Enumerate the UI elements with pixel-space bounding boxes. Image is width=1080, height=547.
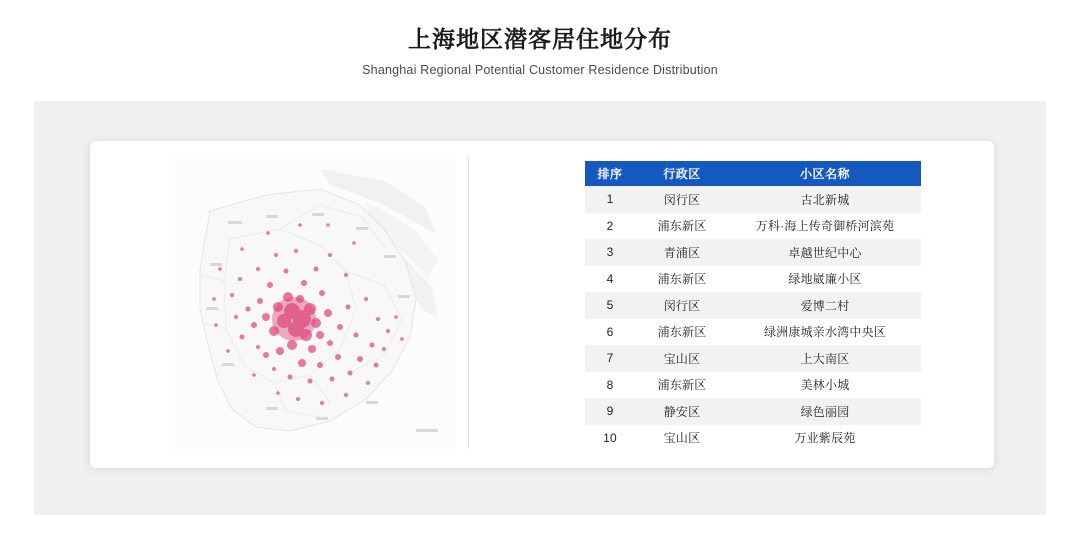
cell-rank: 4 [585, 266, 635, 293]
cell-rank: 9 [585, 398, 635, 425]
cell-rank: 8 [585, 372, 635, 399]
table-header-row [585, 161, 921, 186]
cell-district: 青浦区 [635, 239, 729, 266]
cell-rank: 2 [585, 213, 635, 240]
cell-district: 宝山区 [635, 345, 729, 372]
cell-district: 静安区 [635, 398, 729, 425]
cell-district: 宝山区 [635, 425, 729, 452]
cell-rank: 3 [585, 239, 635, 266]
table-row[interactable] [585, 213, 921, 240]
cell-community: 古北新城 [729, 186, 921, 213]
section-divider [468, 157, 469, 449]
page-subtitle: Shanghai Regional Potential Customer Residence Distribution [362, 62, 718, 77]
cell-rank: 6 [585, 319, 635, 346]
column-header-rank: 排序 [585, 161, 635, 186]
table-row[interactable] [585, 398, 921, 425]
cell-community: 万科·海上传奇御桥河滨苑 [729, 213, 921, 240]
page-header [0, 0, 1080, 77]
cell-district: 浦东新区 [635, 213, 729, 240]
shanghai-density-map[interactable] [170, 159, 455, 449]
residence-ranking-table [585, 161, 915, 451]
cell-community: 上大南区 [729, 345, 921, 372]
table-row[interactable] [585, 292, 921, 319]
cell-district: 浦东新区 [635, 372, 729, 399]
cell-rank: 1 [585, 186, 635, 213]
table-row[interactable] [585, 239, 921, 266]
cell-rank: 10 [585, 425, 635, 452]
column-header-district: 行政区 [635, 161, 729, 186]
table-row[interactable] [585, 345, 921, 372]
cell-community: 绿色丽园 [729, 398, 921, 425]
cell-rank: 5 [585, 292, 635, 319]
cell-district: 闵行区 [635, 292, 729, 319]
cell-community: 美林小城 [729, 372, 921, 399]
cell-community: 卓越世纪中心 [729, 239, 921, 266]
cell-community: 万业紫辰苑 [729, 425, 921, 452]
table-row[interactable] [585, 266, 921, 293]
cell-district: 浦东新区 [635, 319, 729, 346]
cell-community: 绿地崴廉小区 [729, 266, 921, 293]
map-svg [170, 159, 455, 449]
cell-district: 闵行区 [635, 186, 729, 213]
table-row[interactable] [585, 319, 921, 346]
cell-district: 浦东新区 [635, 266, 729, 293]
cell-community: 爱博二村 [729, 292, 921, 319]
column-header-community: 小区名称 [729, 161, 921, 186]
table-row[interactable] [585, 425, 921, 452]
table-row[interactable] [585, 372, 921, 399]
page-title: 上海地区潜客居住地分布 [408, 26, 672, 52]
cell-community: 绿洲康城亲水湾中央区 [729, 319, 921, 346]
cell-rank: 7 [585, 345, 635, 372]
table-row[interactable] [585, 186, 921, 213]
content-card [90, 141, 994, 468]
